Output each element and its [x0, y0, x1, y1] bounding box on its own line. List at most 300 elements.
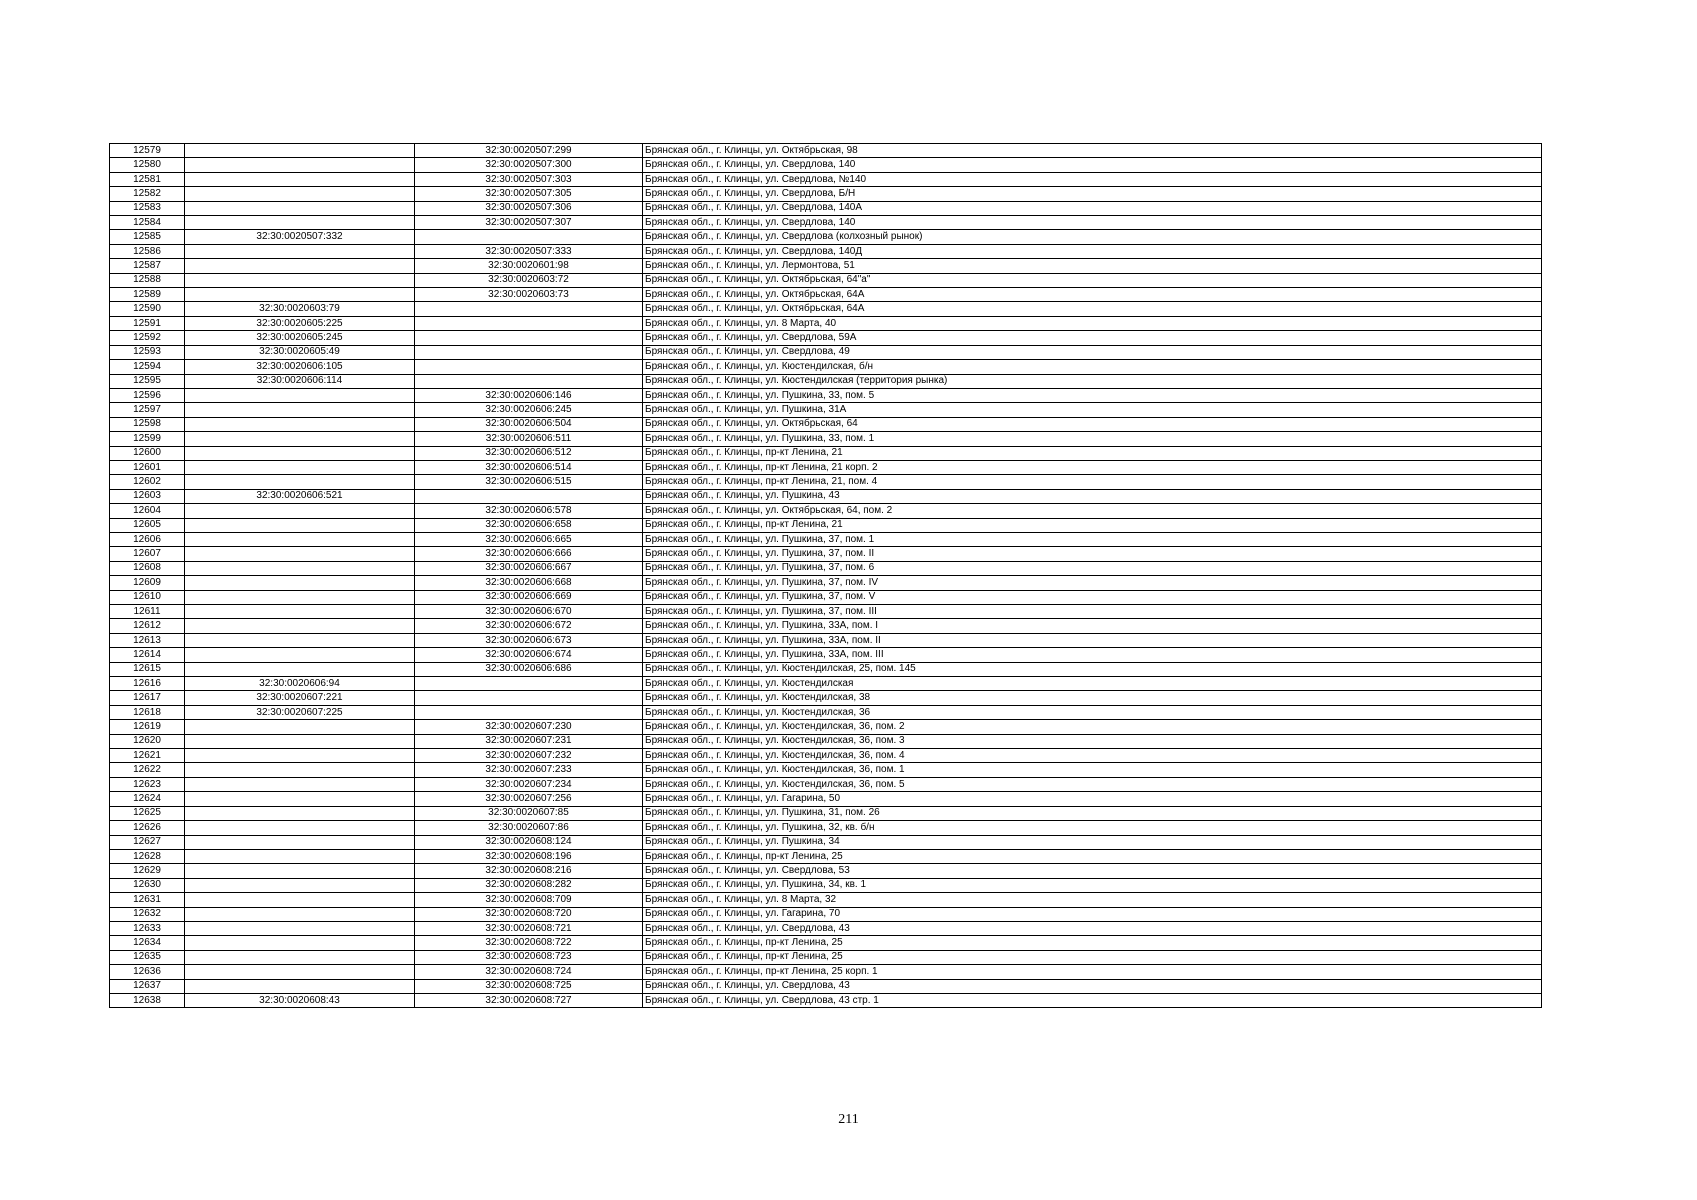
row-number-cell: 12616	[110, 677, 185, 691]
address-cell: Брянская обл., г. Клинцы, ул. Свердлова, Б/Н	[643, 187, 1542, 201]
cadastral-number-a-cell	[185, 907, 415, 921]
table-row	[110, 950, 1542, 964]
cadastral-number-a-cell	[185, 648, 415, 662]
address-cell: Брянская обл., г. Клинцы, ул. Кюстендилская, 36, пом. 2	[643, 720, 1542, 734]
cadastral-number-b-cell: 32:30:0020608:124	[415, 835, 643, 849]
table-row	[110, 749, 1542, 763]
cadastral-number-a-cell	[185, 576, 415, 590]
address-cell: Брянская обл., г. Клинцы, ул. Пушкина, 37, пом. III	[643, 605, 1542, 619]
table-row	[110, 489, 1542, 503]
table-row	[110, 518, 1542, 532]
table-row	[110, 734, 1542, 748]
cadastral-number-b-cell	[415, 489, 643, 503]
table-row	[110, 201, 1542, 215]
cadastral-number-b-cell: 32:30:0020608:282	[415, 878, 643, 892]
cadastral-number-a-cell: 32:30:0020605:49	[185, 345, 415, 359]
address-cell: Брянская обл., г. Клинцы, ул. Пушкина, 37, пом. 6	[643, 561, 1542, 575]
cadastral-number-b-cell: 32:30:0020601:98	[415, 259, 643, 273]
table-row	[110, 172, 1542, 186]
cadastral-number-a-cell	[185, 950, 415, 964]
table-row	[110, 993, 1542, 1007]
address-cell: Брянская обл., г. Клинцы, ул. Пушкина, 33А, пом. II	[643, 633, 1542, 647]
table-row	[110, 849, 1542, 863]
table-row	[110, 792, 1542, 806]
table-row	[110, 720, 1542, 734]
table-row	[110, 273, 1542, 287]
cadastral-number-b-cell: 32:30:0020507:305	[415, 187, 643, 201]
row-number-cell: 12625	[110, 806, 185, 820]
cadastral-number-a-cell	[185, 835, 415, 849]
address-cell: Брянская обл., г. Клинцы, ул. Свердлова, 43 стр. 1	[643, 993, 1542, 1007]
row-number-cell: 12589	[110, 288, 185, 302]
cadastral-number-a-cell	[185, 475, 415, 489]
address-cell: Брянская обл., г. Клинцы, ул. Кюстендилская, 36, пом. 1	[643, 763, 1542, 777]
table-row	[110, 763, 1542, 777]
address-cell: Брянская обл., г. Клинцы, пр-кт Ленина, 25 корп. 1	[643, 965, 1542, 979]
row-number-cell: 12623	[110, 777, 185, 791]
row-number-cell: 12618	[110, 705, 185, 719]
table-row	[110, 259, 1542, 273]
cadastral-number-b-cell: 32:30:0020607:232	[415, 749, 643, 763]
cadastral-number-b-cell	[415, 345, 643, 359]
cadastral-number-a-cell	[185, 561, 415, 575]
row-number-cell: 12599	[110, 432, 185, 446]
table-row	[110, 936, 1542, 950]
row-number-cell: 12582	[110, 187, 185, 201]
row-number-cell: 12586	[110, 244, 185, 258]
cadastral-number-a-cell	[185, 720, 415, 734]
cadastral-number-b-cell: 32:30:0020606:666	[415, 547, 643, 561]
cadastral-number-a-cell	[185, 849, 415, 863]
row-number-cell: 12612	[110, 619, 185, 633]
table-row	[110, 864, 1542, 878]
cadastral-registry-table	[109, 143, 1542, 1008]
row-number-cell: 12622	[110, 763, 185, 777]
address-cell: Брянская обл., г. Клинцы, ул. Октябрьская, 64	[643, 417, 1542, 431]
cadastral-number-b-cell: 32:30:0020606:665	[415, 532, 643, 546]
address-cell: Брянская обл., г. Клинцы, ул. Свердлова, 59А	[643, 331, 1542, 345]
row-number-cell: 12620	[110, 734, 185, 748]
row-number-cell: 12638	[110, 993, 185, 1007]
table-row	[110, 821, 1542, 835]
cadastral-number-b-cell: 32:30:0020507:303	[415, 172, 643, 186]
table-row	[110, 878, 1542, 892]
table-row	[110, 907, 1542, 921]
row-number-cell: 12598	[110, 417, 185, 431]
table-row	[110, 432, 1542, 446]
cadastral-number-b-cell: 32:30:0020603:73	[415, 288, 643, 302]
address-cell: Брянская обл., г. Клинцы, пр-кт Ленина, 25	[643, 936, 1542, 950]
cadastral-number-b-cell: 32:30:0020606:686	[415, 662, 643, 676]
row-number-cell: 12614	[110, 648, 185, 662]
cadastral-number-a-cell	[185, 288, 415, 302]
cadastral-number-a-cell	[185, 878, 415, 892]
table-row	[110, 446, 1542, 460]
table-row	[110, 532, 1542, 546]
table-row	[110, 921, 1542, 935]
cadastral-number-b-cell: 32:30:0020606:672	[415, 619, 643, 633]
cadastral-number-b-cell: 32:30:0020608:727	[415, 993, 643, 1007]
cadastral-number-b-cell: 32:30:0020608:722	[415, 936, 643, 950]
cadastral-number-b-cell: 32:30:0020606:668	[415, 576, 643, 590]
cadastral-number-b-cell: 32:30:0020608:724	[415, 965, 643, 979]
table-row	[110, 158, 1542, 172]
address-cell: Брянская обл., г. Клинцы, пр-кт Ленина, 21	[643, 446, 1542, 460]
row-number-cell: 12615	[110, 662, 185, 676]
cadastral-number-a-cell	[185, 504, 415, 518]
cadastral-number-b-cell	[415, 230, 643, 244]
row-number-cell: 12626	[110, 821, 185, 835]
cadastral-number-b-cell: 32:30:0020606:667	[415, 561, 643, 575]
row-number-cell: 12634	[110, 936, 185, 950]
cadastral-number-a-cell	[185, 158, 415, 172]
table-row	[110, 460, 1542, 474]
cadastral-number-a-cell	[185, 763, 415, 777]
address-cell: Брянская обл., г. Клинцы, ул. Пушкина, 34, кв. 1	[643, 878, 1542, 892]
cadastral-number-a-cell	[185, 388, 415, 402]
row-number-cell: 12627	[110, 835, 185, 849]
cadastral-number-a-cell: 32:30:0020507:332	[185, 230, 415, 244]
table-row	[110, 605, 1542, 619]
table-row	[110, 547, 1542, 561]
address-cell: Брянская обл., г. Клинцы, ул. Пушкина, 34	[643, 835, 1542, 849]
cadastral-number-a-cell	[185, 777, 415, 791]
cadastral-number-a-cell	[185, 821, 415, 835]
table-row	[110, 374, 1542, 388]
cadastral-number-a-cell	[185, 432, 415, 446]
cadastral-number-a-cell	[185, 792, 415, 806]
cadastral-number-b-cell: 32:30:0020606:514	[415, 460, 643, 474]
cadastral-number-a-cell	[185, 734, 415, 748]
row-number-cell: 12608	[110, 561, 185, 575]
address-cell: Брянская обл., г. Клинцы, ул. Пушкина, 37, пом. IV	[643, 576, 1542, 590]
cadastral-number-a-cell	[185, 605, 415, 619]
cadastral-number-a-cell	[185, 259, 415, 273]
row-number-cell: 12591	[110, 316, 185, 330]
cadastral-number-b-cell: 32:30:0020606:515	[415, 475, 643, 489]
address-cell: Брянская обл., г. Клинцы, ул. Свердлова, 49	[643, 345, 1542, 359]
cadastral-number-a-cell	[185, 619, 415, 633]
address-cell: Брянская обл., г. Клинцы, ул. Пушкина, 37, пом. II	[643, 547, 1542, 561]
address-cell: Брянская обл., г. Клинцы, ул. Гагарина, 50	[643, 792, 1542, 806]
address-cell: Брянская обл., г. Клинцы, ул. Октябрьская, 64А	[643, 288, 1542, 302]
cadastral-number-a-cell: 32:30:0020606:94	[185, 677, 415, 691]
table-row	[110, 316, 1542, 330]
address-cell: Брянская обл., г. Клинцы, ул. Пушкина, 31, пом. 26	[643, 806, 1542, 820]
row-number-cell: 12613	[110, 633, 185, 647]
row-number-cell: 12595	[110, 374, 185, 388]
cadastral-number-b-cell: 32:30:0020606:146	[415, 388, 643, 402]
cadastral-number-a-cell: 32:30:0020606:105	[185, 360, 415, 374]
address-cell: Брянская обл., г. Клинцы, ул. 8 Марта, 32	[643, 893, 1542, 907]
cadastral-number-b-cell: 32:30:0020606:674	[415, 648, 643, 662]
cadastral-number-a-cell	[185, 144, 415, 158]
address-cell: Брянская обл., г. Клинцы, пр-кт Ленина, 21, пом. 4	[643, 475, 1542, 489]
cadastral-number-b-cell: 32:30:0020607:85	[415, 806, 643, 820]
cadastral-number-b-cell: 32:30:0020606:658	[415, 518, 643, 532]
table-row	[110, 475, 1542, 489]
cadastral-number-a-cell	[185, 893, 415, 907]
cadastral-number-b-cell	[415, 374, 643, 388]
cadastral-number-a-cell: 32:30:0020605:245	[185, 331, 415, 345]
cadastral-number-b-cell: 32:30:0020606:504	[415, 417, 643, 431]
cadastral-number-a-cell	[185, 547, 415, 561]
address-cell: Брянская обл., г. Клинцы, ул. Свердлова, 140А	[643, 201, 1542, 215]
address-cell: Брянская обл., г. Клинцы, ул. Лермонтова, 51	[643, 259, 1542, 273]
cadastral-number-a-cell	[185, 806, 415, 820]
table-row	[110, 345, 1542, 359]
table-row	[110, 388, 1542, 402]
cadastral-number-a-cell: 32:30:0020608:43	[185, 993, 415, 1007]
cadastral-number-b-cell: 32:30:0020606:670	[415, 605, 643, 619]
table-row	[110, 662, 1542, 676]
address-cell: Брянская обл., г. Клинцы, ул. Свердлова, 53	[643, 864, 1542, 878]
cadastral-number-a-cell: 32:30:0020607:221	[185, 691, 415, 705]
cadastral-number-b-cell	[415, 360, 643, 374]
table-row	[110, 244, 1542, 258]
table-row	[110, 835, 1542, 849]
row-number-cell: 12619	[110, 720, 185, 734]
cadastral-number-a-cell	[185, 216, 415, 230]
address-cell: Брянская обл., г. Клинцы, ул. 8 Марта, 40	[643, 316, 1542, 330]
row-number-cell: 12587	[110, 259, 185, 273]
address-cell: Брянская обл., г. Клинцы, ул. Пушкина, 33, пом. 1	[643, 432, 1542, 446]
address-cell: Брянская обл., г. Клинцы, ул. Свердлова, 140	[643, 158, 1542, 172]
address-cell: Брянская обл., г. Клинцы, ул. Октябрьская, 64, пом. 2	[643, 504, 1542, 518]
cadastral-number-a-cell	[185, 187, 415, 201]
cadastral-number-a-cell	[185, 532, 415, 546]
address-cell: Брянская обл., г. Клинцы, ул. Пушкина, 31А	[643, 403, 1542, 417]
address-cell: Брянская обл., г. Клинцы, ул. Кюстендилская, 38	[643, 691, 1542, 705]
address-cell: Брянская обл., г. Клинцы, ул. Пушкина, 33А, пом. I	[643, 619, 1542, 633]
cadastral-number-b-cell: 32:30:0020603:72	[415, 273, 643, 287]
cadastral-number-a-cell	[185, 172, 415, 186]
row-number-cell: 12583	[110, 201, 185, 215]
row-number-cell: 12635	[110, 950, 185, 964]
cadastral-number-a-cell	[185, 662, 415, 676]
table-row	[110, 590, 1542, 604]
row-number-cell: 12609	[110, 576, 185, 590]
cadastral-number-b-cell: 32:30:0020507:306	[415, 201, 643, 215]
row-number-cell: 12605	[110, 518, 185, 532]
row-number-cell: 12607	[110, 547, 185, 561]
cadastral-number-a-cell: 32:30:0020606:114	[185, 374, 415, 388]
row-number-cell: 12585	[110, 230, 185, 244]
address-cell: Брянская обл., г. Клинцы, пр-кт Ленина, 21 корп. 2	[643, 460, 1542, 474]
table-row	[110, 331, 1542, 345]
cadastral-number-b-cell	[415, 331, 643, 345]
table-row	[110, 965, 1542, 979]
row-number-cell: 12590	[110, 302, 185, 316]
cadastral-number-b-cell: 32:30:0020606:511	[415, 432, 643, 446]
cadastral-number-b-cell: 32:30:0020607:86	[415, 821, 643, 835]
row-number-cell: 12593	[110, 345, 185, 359]
table-row	[110, 777, 1542, 791]
row-number-cell: 12597	[110, 403, 185, 417]
row-number-cell: 12629	[110, 864, 185, 878]
row-number-cell: 12637	[110, 979, 185, 993]
cadastral-number-b-cell: 32:30:0020507:299	[415, 144, 643, 158]
cadastral-number-b-cell: 32:30:0020608:709	[415, 893, 643, 907]
cadastral-number-a-cell	[185, 936, 415, 950]
address-cell: Брянская обл., г. Клинцы, пр-кт Ленина, 25	[643, 849, 1542, 863]
cadastral-number-b-cell: 32:30:0020608:720	[415, 907, 643, 921]
address-cell: Брянская обл., г. Клинцы, ул. Пушкина, 43	[643, 489, 1542, 503]
cadastral-number-a-cell: 32:30:0020603:79	[185, 302, 415, 316]
address-cell: Брянская обл., г. Клинцы, ул. Кюстендилская (территория рынка)	[643, 374, 1542, 388]
cadastral-number-a-cell	[185, 965, 415, 979]
cadastral-number-a-cell: 32:30:0020607:225	[185, 705, 415, 719]
address-cell: Брянская обл., г. Клинцы, ул. Кюстендилская, 36, пом. 3	[643, 734, 1542, 748]
row-number-cell: 12628	[110, 849, 185, 863]
row-number-cell: 12600	[110, 446, 185, 460]
table-row	[110, 302, 1542, 316]
registry-table-body	[110, 144, 1542, 1008]
cadastral-number-b-cell: 32:30:0020608:216	[415, 864, 643, 878]
table-row	[110, 691, 1542, 705]
address-cell: Брянская обл., г. Клинцы, ул. Пушкина, 33А, пом. III	[643, 648, 1542, 662]
cadastral-number-b-cell: 32:30:0020607:256	[415, 792, 643, 806]
table-row	[110, 648, 1542, 662]
row-number-cell: 12611	[110, 605, 185, 619]
table-row	[110, 144, 1542, 158]
table-row	[110, 576, 1542, 590]
table-row	[110, 360, 1542, 374]
cadastral-number-b-cell: 32:30:0020608:725	[415, 979, 643, 993]
cadastral-number-a-cell	[185, 518, 415, 532]
table-row	[110, 187, 1542, 201]
row-number-cell: 12592	[110, 331, 185, 345]
cadastral-number-b-cell: 32:30:0020606:669	[415, 590, 643, 604]
row-number-cell: 12601	[110, 460, 185, 474]
row-number-cell: 12624	[110, 792, 185, 806]
cadastral-number-a-cell	[185, 590, 415, 604]
cadastral-number-b-cell: 32:30:0020607:230	[415, 720, 643, 734]
table-row	[110, 216, 1542, 230]
cadastral-number-a-cell	[185, 403, 415, 417]
cadastral-number-b-cell: 32:30:0020606:578	[415, 504, 643, 518]
row-number-cell: 12581	[110, 172, 185, 186]
table-row	[110, 403, 1542, 417]
row-number-cell: 12580	[110, 158, 185, 172]
cadastral-number-b-cell	[415, 302, 643, 316]
table-row	[110, 230, 1542, 244]
address-cell: Брянская обл., г. Клинцы, ул. Октябрьская, 64"а"	[643, 273, 1542, 287]
table-row	[110, 806, 1542, 820]
cadastral-number-a-cell	[185, 864, 415, 878]
cadastral-number-a-cell	[185, 244, 415, 258]
cadastral-number-b-cell	[415, 691, 643, 705]
row-number-cell: 12579	[110, 144, 185, 158]
cadastral-number-b-cell: 32:30:0020607:231	[415, 734, 643, 748]
address-cell: Брянская обл., г. Клинцы, ул. Пушкина, 33, пом. 5	[643, 388, 1542, 402]
address-cell: Брянская обл., г. Клинцы, ул. Кюстендилская, 36, пом. 5	[643, 777, 1542, 791]
table-row	[110, 893, 1542, 907]
address-cell: Брянская обл., г. Клинцы, пр-кт Ленина, 21	[643, 518, 1542, 532]
row-number-cell: 12630	[110, 878, 185, 892]
address-cell: Брянская обл., г. Клинцы, ул. Кюстендилская, 25, пом. 145	[643, 662, 1542, 676]
cadastral-number-b-cell: 32:30:0020507:300	[415, 158, 643, 172]
address-cell: Брянская обл., г. Клинцы, ул. Свердлова, 43	[643, 921, 1542, 935]
cadastral-number-a-cell	[185, 921, 415, 935]
table-row	[110, 561, 1542, 575]
address-cell: Брянская обл., г. Клинцы, ул. Свердлова, №140	[643, 172, 1542, 186]
cadastral-number-b-cell: 32:30:0020607:234	[415, 777, 643, 791]
row-number-cell: 12603	[110, 489, 185, 503]
address-cell: Брянская обл., г. Клинцы, ул. Октябрьская, 98	[643, 144, 1542, 158]
table-row	[110, 504, 1542, 518]
address-cell: Брянская обл., г. Клинцы, ул. Кюстендилская, б/н	[643, 360, 1542, 374]
cadastral-number-a-cell	[185, 201, 415, 215]
row-number-cell: 12617	[110, 691, 185, 705]
cadastral-number-a-cell	[185, 446, 415, 460]
cadastral-number-a-cell	[185, 460, 415, 474]
row-number-cell: 12636	[110, 965, 185, 979]
address-cell: Брянская обл., г. Клинцы, ул. Гагарина, 70	[643, 907, 1542, 921]
cadastral-number-b-cell: 32:30:0020606:245	[415, 403, 643, 417]
row-number-cell: 12596	[110, 388, 185, 402]
row-number-cell: 12604	[110, 504, 185, 518]
cadastral-number-b-cell: 32:30:0020507:333	[415, 244, 643, 258]
address-cell: Брянская обл., г. Клинцы, ул. Свердлова (колхозный рынок)	[643, 230, 1542, 244]
address-cell: Брянская обл., г. Клинцы, ул. Пушкина, 37, пом. 1	[643, 532, 1542, 546]
row-number-cell: 12633	[110, 921, 185, 935]
cadastral-number-a-cell	[185, 749, 415, 763]
row-number-cell: 12621	[110, 749, 185, 763]
cadastral-number-a-cell	[185, 979, 415, 993]
address-cell: Брянская обл., г. Клинцы, ул. Кюстендилская, 36, пом. 4	[643, 749, 1542, 763]
cadastral-number-b-cell	[415, 677, 643, 691]
cadastral-number-b-cell: 32:30:0020606:512	[415, 446, 643, 460]
cadastral-number-b-cell: 32:30:0020607:233	[415, 763, 643, 777]
row-number-cell: 12588	[110, 273, 185, 287]
cadastral-number-b-cell: 32:30:0020608:721	[415, 921, 643, 935]
table-row	[110, 633, 1542, 647]
table-row	[110, 288, 1542, 302]
cadastral-number-a-cell	[185, 633, 415, 647]
cadastral-number-b-cell	[415, 316, 643, 330]
cadastral-number-a-cell: 32:30:0020605:225	[185, 316, 415, 330]
row-number-cell: 12594	[110, 360, 185, 374]
cadastral-number-b-cell: 32:30:0020608:723	[415, 950, 643, 964]
table-row	[110, 417, 1542, 431]
cadastral-number-a-cell	[185, 273, 415, 287]
row-number-cell: 12632	[110, 907, 185, 921]
table-row	[110, 705, 1542, 719]
address-cell: Брянская обл., г. Клинцы, пр-кт Ленина, 25	[643, 950, 1542, 964]
cadastral-number-b-cell: 32:30:0020507:307	[415, 216, 643, 230]
table-row	[110, 979, 1542, 993]
cadastral-number-b-cell: 32:30:0020606:673	[415, 633, 643, 647]
table-row	[110, 677, 1542, 691]
address-cell: Брянская обл., г. Клинцы, ул. Пушкина, 37, пом. V	[643, 590, 1542, 604]
cadastral-number-b-cell: 32:30:0020608:196	[415, 849, 643, 863]
row-number-cell: 12606	[110, 532, 185, 546]
address-cell: Брянская обл., г. Клинцы, ул. Октябрьская, 64А	[643, 302, 1542, 316]
address-cell: Брянская обл., г. Клинцы, ул. Свердлова, 43	[643, 979, 1542, 993]
page-number: 211	[838, 1112, 859, 1127]
address-cell: Брянская обл., г. Клинцы, ул. Кюстендилская	[643, 677, 1542, 691]
address-cell: Брянская обл., г. Клинцы, ул. Свердлова, 140Д	[643, 244, 1542, 258]
row-number-cell: 12610	[110, 590, 185, 604]
table-row	[110, 619, 1542, 633]
cadastral-number-a-cell	[185, 417, 415, 431]
address-cell: Брянская обл., г. Клинцы, ул. Свердлова, 140	[643, 216, 1542, 230]
cadastral-number-b-cell	[415, 705, 643, 719]
cadastral-number-a-cell: 32:30:0020606:521	[185, 489, 415, 503]
row-number-cell: 12584	[110, 216, 185, 230]
address-cell: Брянская обл., г. Клинцы, ул. Кюстендилская, 36	[643, 705, 1542, 719]
